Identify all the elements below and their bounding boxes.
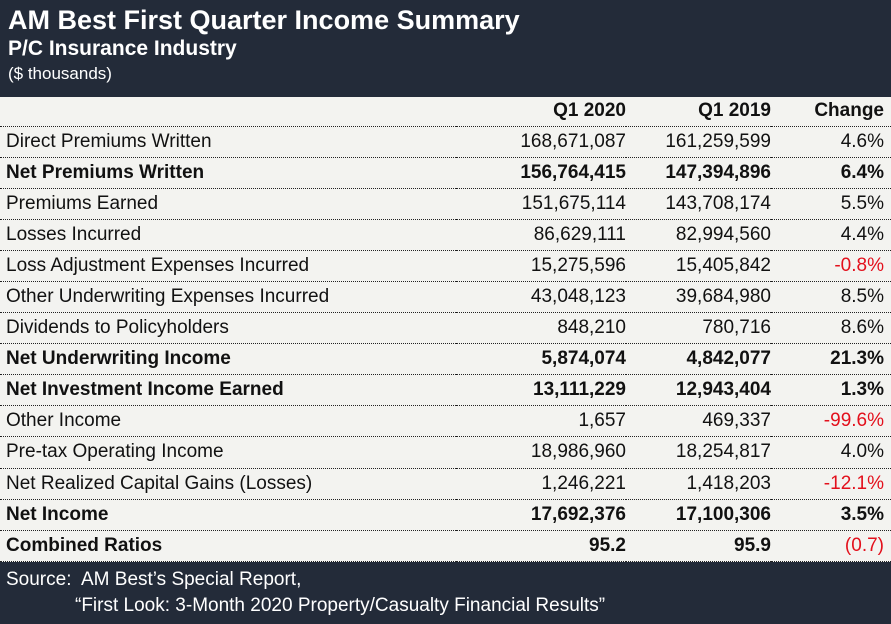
value-q1-2019: 1,418,203 [626,468,771,499]
value-q1-2019: 4,842,077 [626,344,771,375]
row-label: Net Underwriting Income [0,344,456,375]
value-change: (0.7) [771,530,891,561]
value-q1-2020: 13,111,229 [456,375,626,406]
table-row [0,188,891,219]
value-change: 3.5% [771,499,891,530]
col-header-change: Change [771,97,891,126]
value-q1-2019: 143,708,174 [626,188,771,219]
value-q1-2020: 156,764,415 [456,157,626,188]
value-change: 4.0% [771,437,891,468]
table-row [0,344,891,375]
report-header [0,0,891,97]
table-row [0,250,891,281]
value-q1-2020: 17,692,376 [456,499,626,530]
value-change: 8.5% [771,281,891,312]
row-label: Combined Ratios [0,530,456,561]
value-change: 21.3% [771,344,891,375]
table-body [0,126,891,562]
report-footer [0,562,891,624]
table-row [0,281,891,312]
value-change: 4.6% [771,126,891,157]
value-q1-2020: 1,246,221 [456,468,626,499]
value-q1-2020: 95.2 [456,530,626,561]
source-line-1: Source: AM Best’s Special Report, [6,569,302,590]
value-q1-2020: 848,210 [456,313,626,344]
table-row [0,219,891,250]
value-change: 5.5% [771,188,891,219]
income-summary-table [0,97,891,562]
col-header-q1-2019: Q1 2019 [626,97,771,126]
units-label: ($ thousands) [8,64,112,83]
value-q1-2019: 161,259,599 [626,126,771,157]
row-label: Other Underwriting Expenses Incurred [0,281,456,312]
value-q1-2019: 12,943,404 [626,375,771,406]
table-row [0,437,891,468]
value-change: 4.4% [771,219,891,250]
row-label: Net Realized Capital Gains (Losses) [0,468,456,499]
table-row [0,375,891,406]
row-label: Pre-tax Operating Income [0,437,456,468]
table-row [0,157,891,188]
value-change: 1.3% [771,375,891,406]
value-q1-2020: 18,986,960 [456,437,626,468]
report-title: AM Best First Quarter Income Summary [8,5,520,35]
row-label: Other Income [0,406,456,437]
row-label: Loss Adjustment Expenses Incurred [0,250,456,281]
value-change: 8.6% [771,313,891,344]
col-header-q1-2020: Q1 2020 [456,97,626,126]
table-row [0,530,891,561]
value-q1-2019: 18,254,817 [626,437,771,468]
row-label: Net Premiums Written [0,157,456,188]
value-q1-2019: 147,394,896 [626,157,771,188]
value-q1-2020: 43,048,123 [456,281,626,312]
table-row [0,499,891,530]
table-row [0,126,891,157]
value-q1-2019: 95.9 [626,530,771,561]
value-q1-2019: 469,337 [626,406,771,437]
report-subtitle: P/C Insurance Industry [8,37,237,60]
value-change: 6.4% [771,157,891,188]
value-q1-2020: 5,874,074 [456,344,626,375]
column-header-row [0,97,891,126]
row-label: Dividends to Policyholders [0,313,456,344]
value-q1-2020: 86,629,111 [456,219,626,250]
row-label: Direct Premiums Written [0,126,456,157]
value-q1-2020: 151,675,114 [456,188,626,219]
row-label: Net Income [0,499,456,530]
table-row [0,406,891,437]
value-q1-2019: 39,684,980 [626,281,771,312]
row-label: Net Investment Income Earned [0,375,456,406]
source-line-2: “First Look: 3-Month 2020 Property/Casualty Financial Results” [75,595,606,616]
row-label: Losses Incurred [0,219,456,250]
value-q1-2020: 1,657 [456,406,626,437]
value-change: -12.1% [771,468,891,499]
value-q1-2019: 82,994,560 [626,219,771,250]
table-row [0,313,891,344]
row-label: Premiums Earned [0,188,456,219]
value-q1-2019: 17,100,306 [626,499,771,530]
col-header-blank [0,97,456,126]
value-q1-2019: 15,405,842 [626,250,771,281]
table-row [0,468,891,499]
value-q1-2019: 780,716 [626,313,771,344]
value-change: -0.8% [771,250,891,281]
value-q1-2020: 15,275,596 [456,250,626,281]
value-change: -99.6% [771,406,891,437]
value-q1-2020: 168,671,087 [456,126,626,157]
